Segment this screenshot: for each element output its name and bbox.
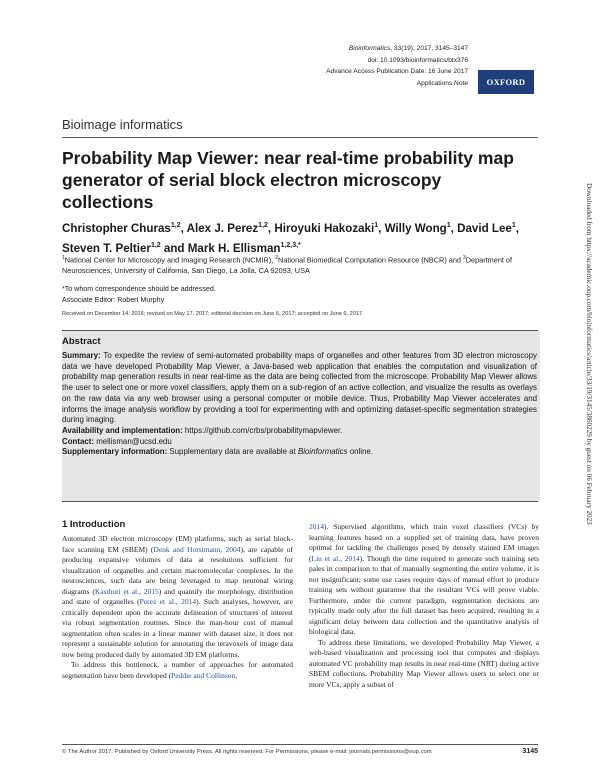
journal-citation: Bioinformatics, 33(19), 2017, 3145–3147 — [348, 45, 468, 52]
abstract-supplementary: Supplementary information: Supplementary data are available at Bioinformatics online. — [62, 447, 373, 457]
abstract-body — [62, 351, 537, 458]
abstract-bottom-rule — [62, 501, 538, 502]
body-column-right — [309, 522, 539, 690]
author-separator: , — [378, 221, 385, 235]
citation-link[interactable]: Perez et al., 2014 — [139, 597, 197, 606]
article-type: Applications Note — [416, 79, 468, 87]
author-separator: , — [267, 221, 275, 235]
affiliation-marker: 1,2 — [170, 222, 181, 229]
doi[interactable]: doi: 10.1093/bioinformatics/btx376 — [367, 56, 468, 64]
abstract-contact: Contact: mellisman@ucsd.edu — [62, 436, 172, 446]
author-name: Hiroyuki Hakozaki — [274, 221, 375, 235]
article-dates: Received on December 14, 2016; revised on May 17, 2017; editorial decision on June 6, 2017; accepted on June 6, 2017 — [62, 311, 363, 317]
body-column-left — [62, 534, 293, 681]
abstract-top-rule — [62, 330, 538, 331]
affiliation-marker: 1 — [374, 222, 379, 229]
author-separator: , — [180, 221, 187, 235]
author-separator: , — [515, 221, 520, 235]
paragraph: 2014). Supervised algorithms, which train voxel classifiers (VCs) by learning features based on a supplied set of training data, have proven optimal for tackling the challenges posed by densely stained EM images (Liu et al., 2014). Though the time required to generate such training sets pales in comparison to that of manually segmenting the entire volume, it is not insignificant; some use cases require days of manual effort to produce training sets without guarantee that the resultant VCs will prove viable. Furthermore, under the current paradigm, segmentation decisions are typically made only after the full dataset has been acquired, resulting in a significant delay between data collection and the quantitative analysis of biological data. — [309, 522, 539, 636]
paragraph: Automated 3D electron microscopy (EM) platforms, such as serial block-face scanning EM (SBEM) (Denk and Horstmann, 2004), are capable of producing expansive volumes of data at resolutions sufficient for visualization of organelles and certain macromolecular complexes. In the neurosciences, such data are being leveraged to map neuronal wiring diagrams (Kasthuri et al., 2015) and quantify the morphology, distribution and state of organelles (Perez et al., 2014). Such analyses, however, are critically dependent upon the accurate delineation of structures of interest via robust segmentation routines. Since the man-hour cost of manual segmentation often scales in a linear manner with dataset size, it does not represent a sustainable solution for annotating the teravoxels of image data now being produced daily by automated 3D EM platforms. — [62, 534, 294, 659]
contact-email-link[interactable]: mellisman@ucsd.edu — [94, 436, 172, 446]
github-link[interactable]: https://github.com/crbs/probabilitymapviewer. — [182, 425, 343, 435]
affiliation-marker: 1 — [511, 222, 516, 229]
author-separator: and — [160, 241, 188, 255]
section-heading-introduction: 1 Introduction — [62, 519, 126, 530]
affiliation-marker: 1,2 — [150, 241, 161, 249]
paragraph: To address these limitations, we developed Probability Map Viewer, a web-based visualization and processing tool that computes and displays automated VC probability map results in near real-time (NRT) during active SBEM collections. Probability Map Viewer allows users to select one or more VCs, apply a subset of — [309, 637, 539, 689]
copyright-footer: © The Author 2017. Published by Oxford University Press. All rights reserved. For Permissions, please e-mail: journals.permissions@oup.com — [62, 749, 432, 755]
author-name: Christopher Churas — [62, 221, 171, 235]
citation-link[interactable]: Peddie and Collinson, — [171, 670, 238, 680]
correspondence-note: *To whom correspondence should be addressed. — [62, 285, 216, 293]
associate-editor: Associate Editor: Robert Murphy — [62, 296, 165, 304]
journal-header — [326, 43, 468, 89]
citation-link[interactable]: 2014 — [309, 522, 324, 531]
citation-link[interactable]: Liu et al., 2014 — [311, 553, 360, 563]
download-watermark: Downloaded from https://academic.oup.com/bioinformatics/article/33/19/3145/3860229 by guest on 06 February 2023 — [585, 183, 593, 525]
abstract-availability: Availability and implementation: https://github.com/crbs/probabilitymapviewer. — [62, 425, 343, 435]
abstract-summary: Summary: To expedite the review of semi-automated probability maps of organelles and other features from 3D electron microscopy data we have developed Probability Map Viewer, a Java-based web application that enables the computation and visualization of probability map generation results in near real-time as the data are being collected from the microscope. Probability Map Viewer allows the user to select one or more voxel classifiers, apply them on a sub-region of an active collection, and visualize the results as overlays on the raw data via any web browser using a personal computer or mobile device. Thus, Probability Map Viewer accelerates and informs the image analysis workflow by providing a tool for experimenting with and optimizing dataset-specific segmentation strategies during imaging. — [62, 351, 537, 425]
citation-link[interactable]: Kasthuri et al., 2015 — [94, 586, 159, 596]
correspondence-block — [62, 284, 532, 306]
abstract-heading: Abstract — [62, 336, 101, 347]
article-title: Probability Map Viewer: near real-time probability map generator of serial block electron microscopy collections — [62, 148, 514, 212]
header-divider — [62, 137, 538, 138]
author-name: Mark H. Ellisman — [187, 241, 281, 255]
citation-link[interactable]: Denk and Horstmann, 2004 — [153, 544, 241, 554]
affiliation-marker: 1 — [446, 222, 451, 229]
affiliations: $^1$National Center for Microscopy and Imaging Research (NCMIR), $^2$National Biomedical Computation Resource (NBCR) and $^3$Department of Neurosciences, University of California, San Diego, La Jolla, CA 92093, USA — [62, 255, 513, 276]
oxford-logo: OXFORD — [478, 70, 534, 94]
paragraph: To address this bottleneck, a number of approaches for automated segmentation have been developed (Peddie and Collinson, — [62, 660, 293, 680]
footer-divider — [62, 744, 538, 745]
author-name: Alex J. Perez — [186, 221, 259, 235]
author-separator: , — [450, 221, 458, 235]
author-name: David Lee — [457, 221, 512, 235]
affiliation-marker: 1,2 — [258, 222, 268, 229]
page-number: 3145 — [522, 748, 538, 755]
affiliation-marker: 1,2,3,* — [280, 241, 301, 249]
article-category: Bioimage informatics — [62, 117, 183, 132]
advance-access-date: Advance Access Publication Date: 16 June 2017 — [326, 68, 468, 75]
author-name: Steven T. Peltier — [62, 241, 151, 255]
author-name: Willy Wong — [384, 221, 447, 235]
author-list — [62, 217, 532, 257]
